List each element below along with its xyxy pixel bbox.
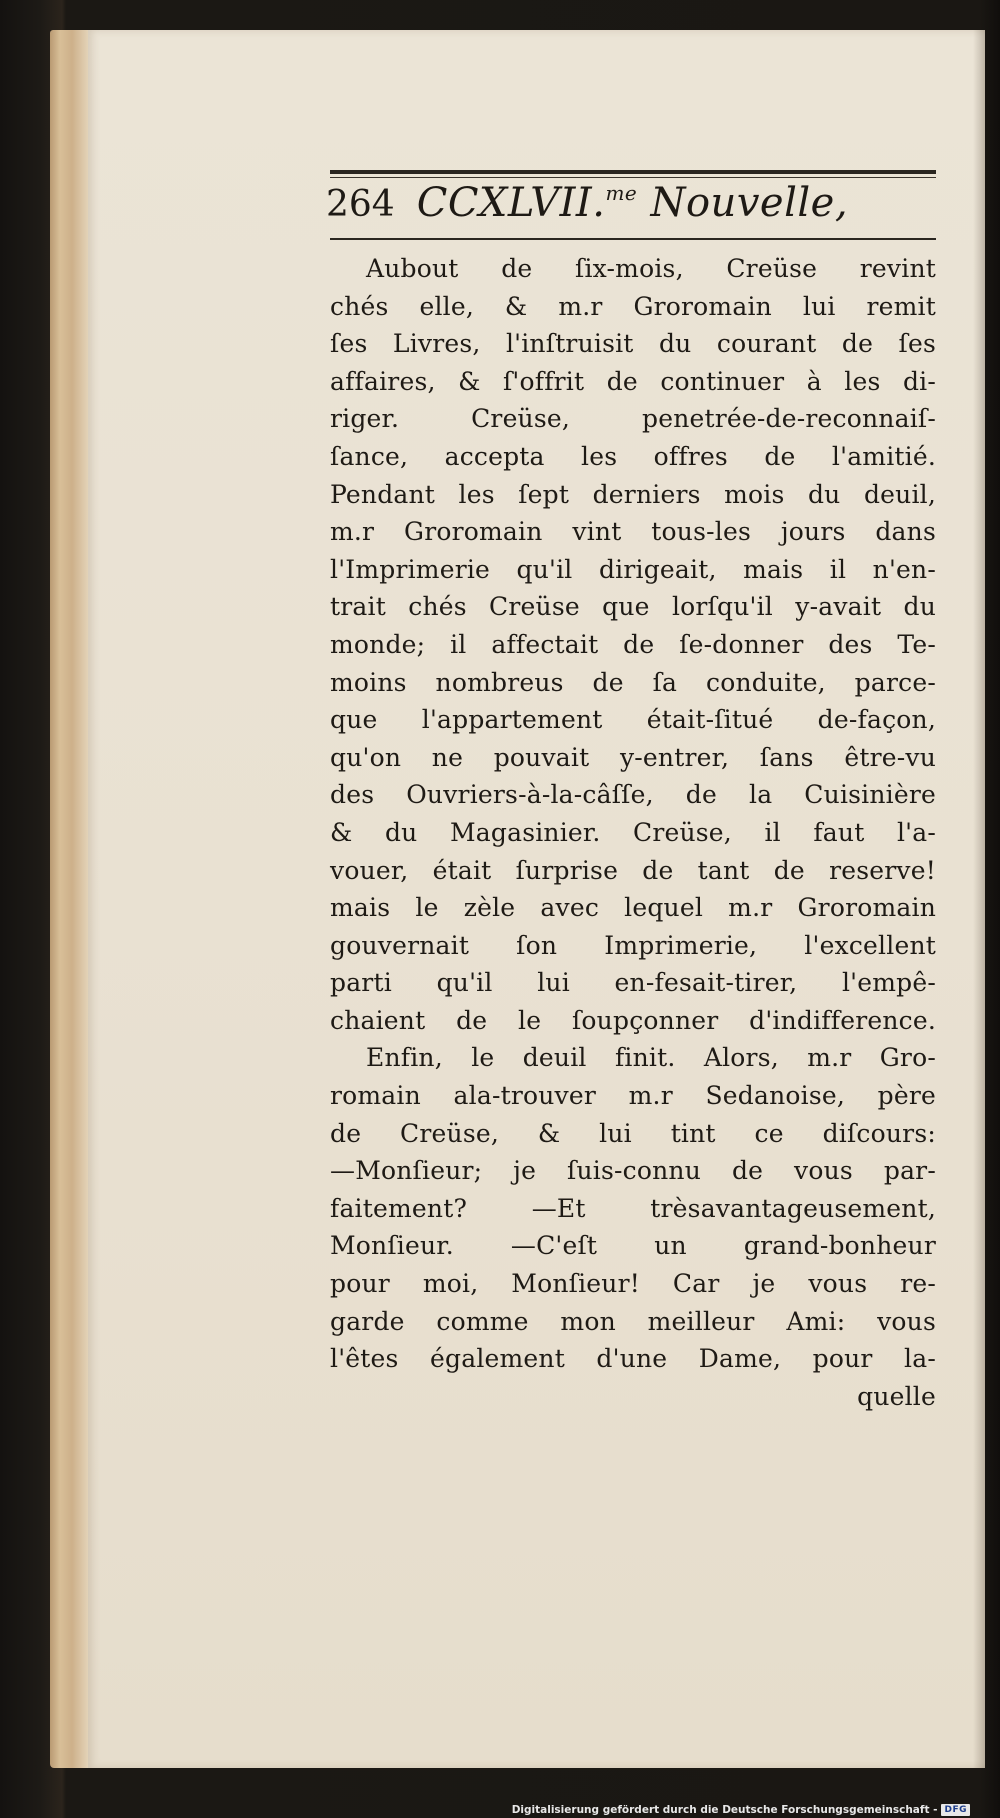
running-title-superscript: me xyxy=(605,181,638,205)
text-line: affaires, & ſ'offrit de continuer à les di- xyxy=(330,366,936,396)
text-line: parti qu'il lui en-fesait-tirer, l'empê- xyxy=(330,968,936,998)
text-line: l'êtes également d'une Dame, pour la- xyxy=(330,1344,936,1374)
text-line: —Monſieur; je ſuis-connu de vous par- xyxy=(330,1156,936,1186)
text-line: & du Magasinier. Creüse, il faut l'a- xyxy=(330,817,936,847)
text-line: qu'on ne pouvait y-entrer, ſans être-vu xyxy=(330,742,936,772)
text-line: de Creüse, & lui tint ce diſcours: xyxy=(330,1118,936,1148)
running-title-main: CCXLVII. xyxy=(416,180,606,226)
text-line: ſance, accepta les offres de l'amitié. xyxy=(330,441,936,471)
running-head xyxy=(326,180,938,236)
dfg-logo: DFG xyxy=(941,1804,970,1816)
body-text xyxy=(330,250,936,1415)
text-line: m.r Groromain vint tous-les jours dans xyxy=(330,517,936,547)
catchword: quelle xyxy=(857,1381,936,1411)
running-title-suffix: Nouvelle, xyxy=(650,180,849,226)
text-line: romain ala-trouver m.r Sedanoise, père xyxy=(330,1081,936,1111)
text-line: Pendant les ſept derniers mois du deuil, xyxy=(330,479,936,509)
text-line: Aubout de ſix-mois, Creüse revint xyxy=(366,254,936,283)
text-line: Monſieur. —C'eſt un grand-bonheur xyxy=(330,1231,936,1261)
text-line: mais le zèle avec lequel m.r Groromain xyxy=(330,893,936,923)
running-title xyxy=(417,180,848,226)
text-line: ſes Livres, l'inſtruisit du courant de ſes xyxy=(330,329,936,359)
text-line: gouvernait ſon Imprimerie, l'excellent xyxy=(330,930,936,960)
digitization-credit xyxy=(512,1804,970,1816)
text-line: garde comme mon meilleur Ami: vous xyxy=(330,1306,936,1336)
text-line: vouer, était ſurprise de tant de reserve! xyxy=(330,855,936,885)
text-line: des Ouvriers-à-la-câſſe, de la Cuisinière xyxy=(330,780,936,810)
credit-text: Digitalisierung gefördert durch die Deutsche Forschungsgemeinschaft - xyxy=(511,1804,938,1816)
header-rule-bottom xyxy=(330,238,936,240)
text-line: trait chés Creüse que lorſqu'il y-avait du xyxy=(330,592,936,622)
text-line: chés elle, & m.r Groromain lui remit xyxy=(330,291,936,321)
text-line: faitement? —Et trèsavantageusement, xyxy=(330,1193,936,1223)
text-line: pour moi, Monſieur! Car je vous re- xyxy=(330,1269,936,1299)
text-line: moins nombreus de ſa conduite, parce- xyxy=(330,667,936,697)
header-rule-top xyxy=(330,170,936,174)
text-line: Enfin, le deuil finit. Alors, m.r Gro- xyxy=(366,1043,936,1073)
text-line: chaient de le ſoupçonner d'indifference. xyxy=(330,1005,936,1035)
text-line: l'Imprimerie qu'il dirigeait, mais il n'en- xyxy=(330,554,936,584)
page-number: 264 xyxy=(326,184,395,225)
text-line: que l'appartement était-ſitué de-façon, xyxy=(330,705,936,735)
text-line: riger. Creüse, penetrée-de-reconnaiſ- xyxy=(330,404,936,434)
text-line: monde; il affectait de ſe-donner des Te- xyxy=(330,629,936,659)
header-rule-top-thin xyxy=(330,177,936,178)
